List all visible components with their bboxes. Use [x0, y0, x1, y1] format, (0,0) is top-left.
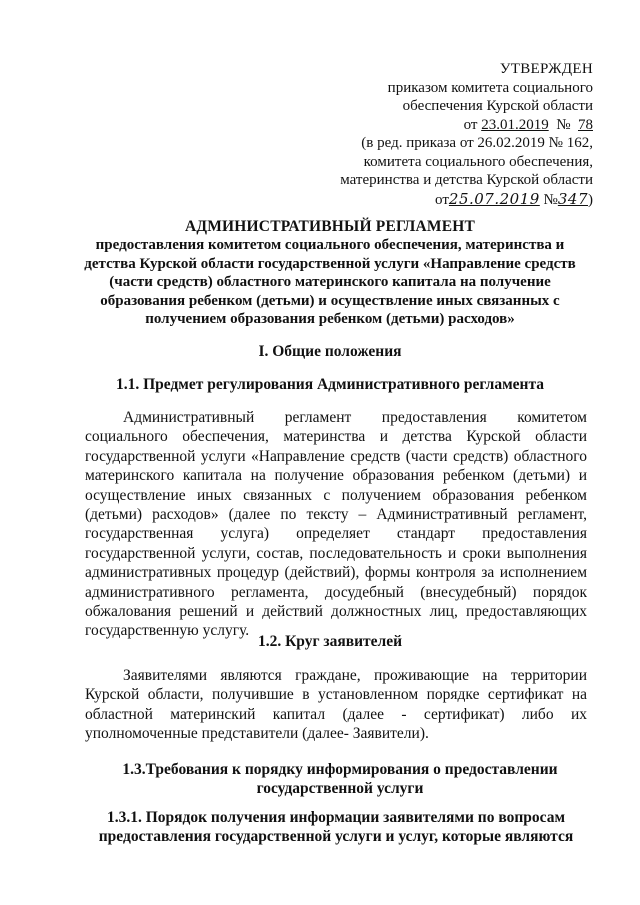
approval-date: 23.01.2019 [481, 116, 549, 133]
approval-from-label: от [463, 116, 478, 133]
section-1-3-1-heading: 1.3.1. Порядок получения информации заявителями по вопросам предоставления государственной услуги и услуг, которые являются [98, 809, 574, 845]
approval-title: УТВЕРЖДЕН [499, 61, 593, 77]
amendment-close-paren: ) [588, 191, 593, 208]
amendment-from-label: от [435, 191, 449, 208]
amendment-handwritten-number: 347 [557, 189, 588, 208]
approval-line-5: комитета социального обеспечения, [363, 153, 593, 170]
section-1-2-heading: 1.2. Круг заявителей [257, 633, 403, 650]
approval-line-3 [340, 116, 593, 135]
section-1-3-heading: 1.3.Требования к порядку информирования о предоставлении государственной услуги [122, 761, 558, 797]
approval-number-sign: № [556, 116, 571, 133]
section-1-1-heading: 1.1. Предмет регулирования Административного регламента [115, 376, 545, 393]
section-1-1-paragraph: Административный регламент предоставления комитетом социального обеспечения, материнства и детства Курской области государственной услуги «Направление средств (части средств) областного материнского капитала на получение образования ребенком (детьми) и осуществление иных связанных с получением образования ребенком (детьми) расходов» (далее по тексту – Административный регламент, государственная услуга) определяет стандарт предоставления государственной услуги, состав, последовательность и сроки выполнения административных процедур (действий), формы контроля за исполнением административного регламента, досудебный (внесудебный) порядок обжалования решений и действий должностных лиц, предоставляющих государственную услугу. [85, 409, 587, 640]
section-1-heading: I. Общие положения [258, 343, 402, 360]
approval-line-6: материнства и детства Курской области [340, 172, 593, 188]
approval-number: 78 [578, 116, 593, 133]
amendment-number-sign: № [543, 191, 558, 208]
approval-line-7 [340, 190, 593, 210]
approval-stamp-block [340, 60, 593, 209]
section-1-2-paragraph: Заявителями являются граждане, проживающие на территории Курской области, получившие в установленном порядке сертификат на областной материнский капитал (далее - сертификат) либо их уполномоченные представители (далее- Заявители). [85, 667, 587, 743]
approval-line-1: приказом комитета социального [387, 79, 593, 96]
document-title: АДМИНИСТРАТИВНЫЙ РЕГЛАМЕНТ [184, 218, 476, 235]
approval-line-2: обеспечения Курской области [402, 98, 593, 114]
amendment-handwritten-date: 25.07.2019 [448, 189, 540, 208]
document-subtitle: предоставления комитетом социального обеспечения, материнства и детства Курской области государственной услуги «Направление средств (части средств) областного материнского капитала на получение образования ребенком (детьми) и осуществление иных связанных с получением образования ребенком (детьми) расходов» [84, 237, 576, 328]
approval-line-4: (в ред. приказа от 26.02.2019 № 162, [361, 135, 593, 151]
